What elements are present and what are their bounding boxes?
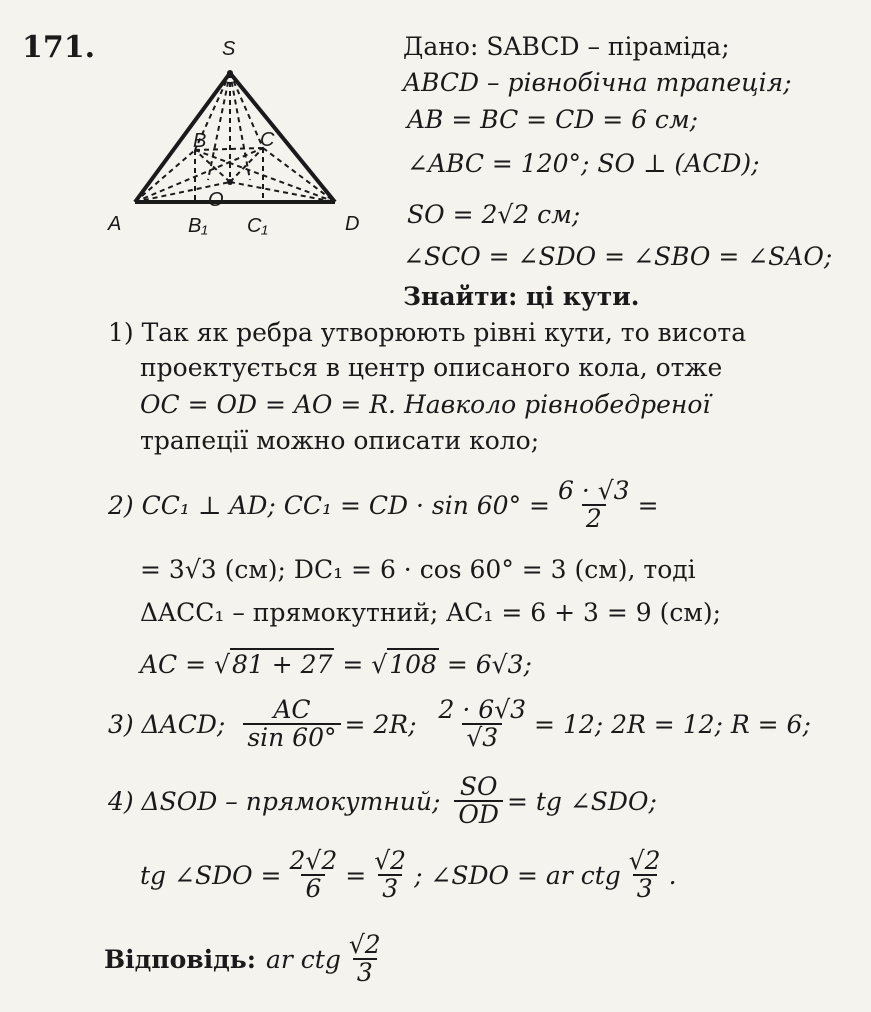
step3-fraction-2 [435,697,531,752]
step4-line-2: tg ∠SDO = $\frac{2√2}{6}$ = $\frac{√2}{3}$ ; ∠SDO = ar ctg $\frac{√2}{3}$ . [140,846,677,904]
step4-f-den: OD [454,800,503,828]
label-b: B [193,130,207,152]
step2-line1-lhs: 2) CC₁ ⊥ AD; CC₁ = CD · sin 60° = [108,490,550,520]
radicand-108: 108 [389,650,437,679]
step1-line-3: OC = OD = AO = R. Навколо рівнобедреної [140,390,711,419]
step2-fraction-den: 2 [582,504,606,532]
step1-line-2: проектується в центр описаного кола, отже [140,353,723,382]
answer-label: Відповідь: [104,944,256,974]
answer-text: ar ctg [266,944,341,974]
point-s [227,70,233,76]
given-line-1: Дано: SABCD – піраміда; [403,32,730,61]
step2-line-2: = 3√3 (см); DC₁ = 6 · cos 60° = 3 (см), тоді [140,555,696,584]
label-o: O [208,189,224,211]
step4-l2-fraction-1: $\frac{2√2}{6}$ [289,846,338,904]
label-c: C [260,129,275,151]
step4-f-num: SO [459,772,498,801]
step2-line-3: ΔACC₁ – прямокутний; AC₁ = 6 + 3 = 9 (см); [140,598,722,627]
step2-line1-tail: = [637,490,659,520]
step3-f2-den: √3 [462,723,502,751]
step4-line-1 [108,774,657,829]
step2-line-1 [108,478,659,533]
step2-fraction-num: 6 · √3 [557,476,630,505]
answer-fraction [345,932,385,987]
label-c1: C₁ [247,215,268,237]
step4-fraction [454,774,503,829]
label-d: D [345,213,360,235]
given-line-2: ABCD – рівнобічна трапеція; [403,68,792,97]
pyramid-figure [100,30,380,255]
step4-b: = tg ∠SDO; [506,786,657,816]
step2-fraction [554,478,634,533]
step4-l2-fraction-2: $\frac{√2}{3}$ [374,846,407,904]
given-line-4: ∠ABC = 120°; SO ⊥ (ACD); [407,149,760,178]
answer-num: √2 [348,930,381,959]
point-o [227,179,233,185]
label-s: S [222,38,236,60]
given-line-5: SO = 2√2 см; [407,200,581,229]
answer-den: 3 [353,958,377,986]
step2-line-4: AC = √81 + 27 = √108 = 6√3; [140,650,532,679]
step3-b: = 2R; [344,709,417,739]
step3-f2-num: 2 · 6√3 [438,695,527,724]
step4-a: 4) ΔSOD – прямокутний; [108,786,441,816]
step3-a: 3) ΔACD; [108,709,226,739]
label-b1: B₁ [188,215,208,237]
step1-line-4: трапеції можно описати коло; [140,426,540,455]
step3-line [108,697,811,752]
edge-ab [135,150,195,202]
find-line: Знайти: ці кути. [403,282,640,311]
step3-f1-den: sin 60° [243,723,340,751]
step1-line-1: 1) Так як ребра утворюють рівні кути, то висота [108,318,747,347]
radicand-81-27: 81 + 27 [231,650,333,679]
label-a: A [108,213,122,235]
given-line-6: ∠SCO = ∠SDO = ∠SBO = ∠SAO; [403,242,833,271]
step3-fraction-1 [243,697,340,752]
step3-f1-num: AC [273,695,311,724]
step4-l2-fraction-3: $\frac{√2}{3}$ [628,846,661,904]
answer-line [104,932,389,987]
given-line-3: AB = BC = CD = 6 см; [407,105,699,134]
problem-number: 171. [22,30,96,65]
step3-c: = 12; 2R = 12; R = 6; [534,709,811,739]
